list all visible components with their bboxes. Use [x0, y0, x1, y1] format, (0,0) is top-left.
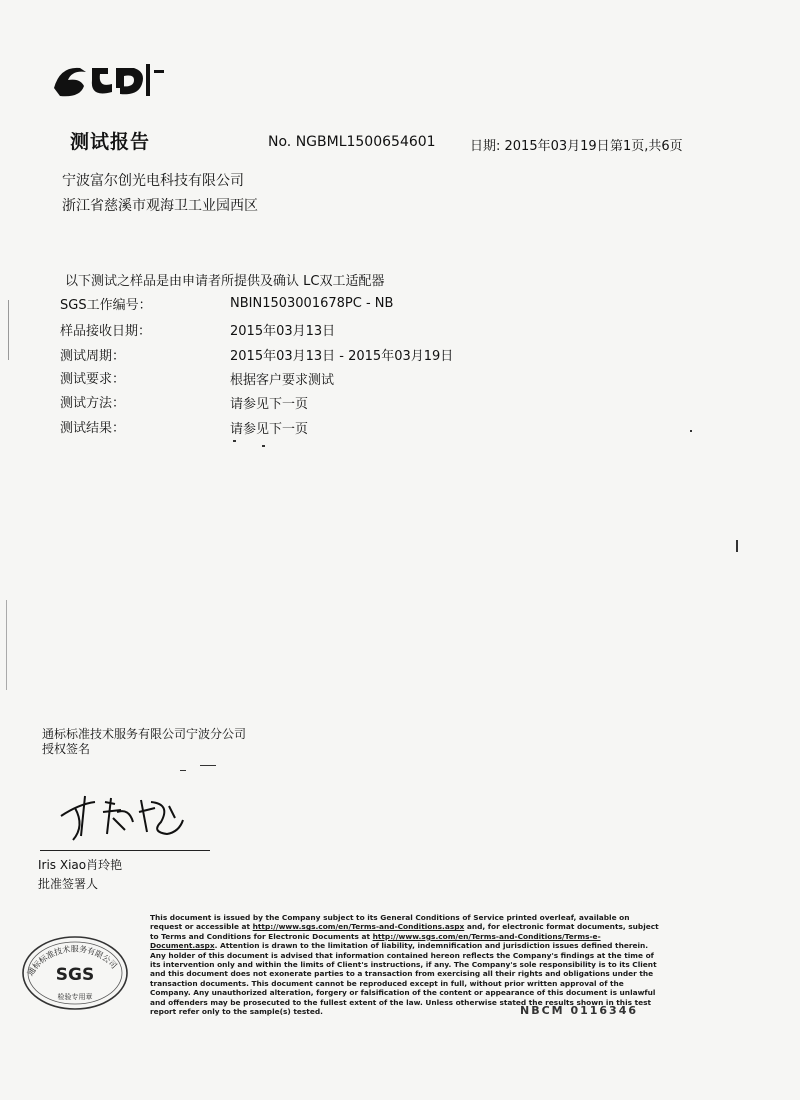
field-value-receive-date: 2015年03月13日: [230, 324, 336, 339]
seal-bottom-text: 检验专用章: [57, 993, 93, 1001]
e-document-terms-link[interactable]: http://www.sgs.com/en/Terms-and-Conditions/Terms-e-Document.aspx: [150, 931, 601, 951]
scan-edge-mark: [8, 300, 9, 360]
field-label-receive-date: 样品接收日期：: [60, 324, 152, 339]
signer-role: 批准签署人: [38, 877, 99, 891]
field-value-test-result: 请参见下一页: [230, 422, 309, 437]
legal-disclaimer: This document is issued by the Company subject to its General Conditions of Service printed overleaf, available on request or accessible at http://www.sgs.com/en/Terms-and-Conditions.aspx and, for electronic format documents, subject to Terms and Conditions for Electronic Documents at http://www.sgs.com/en/Terms-and-Conditions/Terms-e-Document.aspx. Attention is drawn to the limitation of liability, indemnification and jurisdiction issues defined therein. Any holder of this document is advised that information contained hereon reflects the Company's findings at the time of its intervention only and within the limits of Client's instructions, if any. The Company's sole responsibility is to its Client and this document does not exonerate parties to a transaction from exercising all their rights and obligations under the transaction documents. This document cannot be reproduced except in full, without prior written approval of the Company. Any unauthorized alteration, forgery or falsification of the content or appearance of this document is unlawful and offenders may be prosecuted to the fullest extent of the law. Unless otherwise stated the results shown in this test report refer only to the sample(s) tested.: [150, 913, 659, 1017]
field-label-test-period: 测试周期：: [60, 349, 126, 364]
scan-edge-mark: [6, 600, 7, 690]
terms-link[interactable]: http://www.sgs.com/en/Terms-and-Conditions.aspx: [252, 922, 465, 932]
field-label-test-result: 测试结果：: [60, 421, 126, 436]
client-address: 浙江省慈溪市观海卫工业园西区: [62, 198, 258, 214]
field-value-job-no: NBIN1503001678PC - NB: [230, 296, 394, 311]
field-label-job-no: SGS工作编号：: [60, 298, 152, 313]
scan-speck: [690, 430, 692, 432]
page-info: 第1页,共6页: [610, 139, 683, 154]
sgs-logo: [50, 58, 168, 100]
handwritten-signature: [55, 782, 190, 844]
issuing-company: 通标标准技术服务有限公司宁波分公司: [42, 727, 247, 741]
scan-speck: [200, 765, 216, 766]
seal-ring-text: 通标标准技术服务有限公司: [25, 944, 119, 978]
field-value-test-method: 请参见下一页: [230, 397, 309, 412]
client-name: 宁波富尔创光电科技有限公司: [62, 173, 244, 189]
field-label-test-method: 测试方法：: [60, 396, 126, 411]
scan-speck: [262, 445, 265, 447]
field-value-test-period: 2015年03月13日 - 2015年03月19日: [230, 349, 454, 364]
intro-statement: 以下测试之样品是由申请者所提供及确认 LC双工适配器: [65, 274, 385, 289]
document-serial: NBCM 0116346: [520, 1004, 639, 1017]
scan-speck: [180, 770, 186, 771]
scan-speck: [736, 540, 738, 552]
report-number: No. NGBML1500654601: [268, 134, 436, 150]
scan-speck: [233, 440, 236, 442]
authorized-signature-label: 授权签名: [42, 742, 91, 756]
field-value-test-request: 根据客户要求测试: [230, 373, 335, 388]
field-label-test-request: 测试要求：: [60, 372, 126, 387]
signer-name: Iris Xiao肖玲艳: [38, 858, 123, 872]
report-date: 日期: 2015年03月19日: [470, 139, 610, 154]
seal-center-text: SGS: [55, 965, 95, 985]
signature-line: [40, 850, 210, 851]
report-title: 测试报告: [70, 131, 151, 153]
company-seal: [15, 925, 135, 1010]
